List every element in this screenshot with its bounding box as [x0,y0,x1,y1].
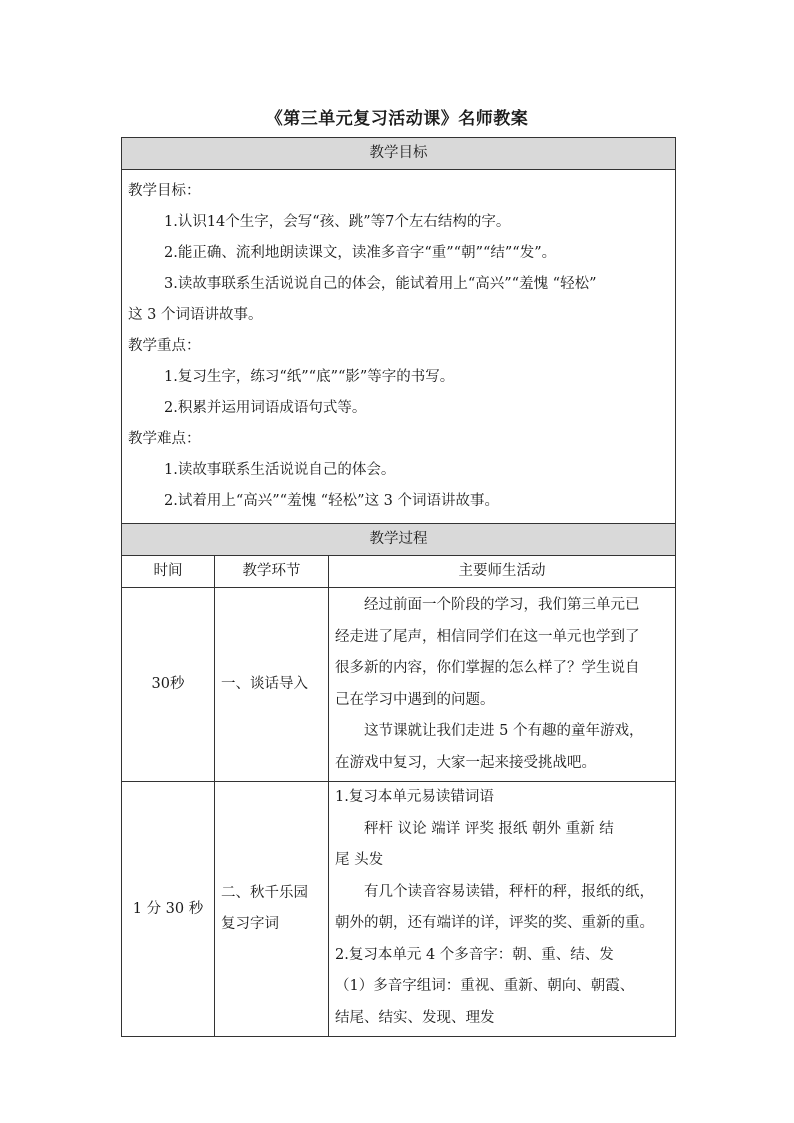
column-header-time: 时间 [122,556,215,588]
table-row [122,588,676,782]
activity-line: 秤杆 议论 端详 评奖 报纸 朝外 重新 结 [364,820,614,837]
difficulty-1: 1.读故事联系生活说说自己的体会。 [164,462,396,478]
difficulty-label: 教学难点： [128,431,201,447]
goals-section-header: 教学目标 [122,138,676,170]
table-row [122,782,676,1037]
row-activities [329,588,676,782]
goal-item-1: 1.认识14个生字，会写“孩、跳”等7个左右结构的字。 [164,214,511,230]
row-activities [329,782,676,1037]
goals-label: 教学目标： [128,183,201,199]
key-points-label: 教学重点： [128,338,201,354]
activity-line: 结尾、结实、发现、理发 [335,1009,495,1026]
activity-line: 2.复习本单元 4 个多音字：朝、重、结、发 [335,946,614,963]
goals-content [122,170,676,524]
row-stage-line1: 二、秋千乐园 [221,885,308,901]
activity-line: 己在学习中遇到的问题。 [335,691,495,708]
activity-line: 有几个读音容易读错，秤杆的秤，报纸的纸， [364,883,654,900]
activity-line: 朝外的朝，还有端详的详，评奖的奖、重新的重。 [335,915,654,931]
document-title: 《第三单元复习活动课》名师教案 [265,109,529,129]
goal-item-3-cont: 这 3 个词语讲故事。 [128,307,263,323]
activity-line: 这节课就让我们走进 5 个有趣的童年游戏， [364,723,644,739]
activity-line: 很多新的内容，你们掌握的怎么样了？学生说自 [335,660,640,676]
row-stage [215,782,329,1037]
key-point-1: 1.复习生字，练习“纸”“底”“影”等字的书写。 [164,369,455,385]
activity-line: 经过前面一个阶段的学习，我们第三单元已 [364,597,640,613]
activity-line: 经走进了尾声，相信同学们在这一单元也学到了 [335,628,640,645]
goal-item-2: 2.能正确、流利地朗读课文，读准多音字“重”“朝”“结”“发”。 [164,245,557,261]
key-point-2: 2.积累并运用词语成语句式等。 [164,400,367,416]
activity-line: 1.复习本单元易读错词语 [335,789,494,805]
column-header-activities: 主要师生活动 [329,556,676,588]
activity-line: 在游戏中复习，大家一起来接受挑战吧。 [335,754,596,771]
activity-line: 尾 头发 [335,852,384,868]
row-stage-line2: 复习字词 [221,916,279,932]
process-section-header: 教学过程 [122,524,676,556]
lesson-plan-table [121,137,676,1037]
column-header-stage: 教学环节 [215,556,329,588]
row-stage: 一、谈话导入 [215,588,329,782]
row-time: 1 分 30 秒 [122,782,215,1037]
difficulty-2: 2.试着用上“高兴”“羞愧 “轻松”这 3 个词语讲故事。 [164,493,499,509]
activity-line: （1）多音字组词：重视、重新、朝向、朝霞、 [335,978,635,994]
goal-item-3: 3.读故事联系生活说说自己的体会，能试着用上“高兴”“羞愧 “轻松” [164,276,597,292]
row-time: 30秒 [122,588,215,782]
